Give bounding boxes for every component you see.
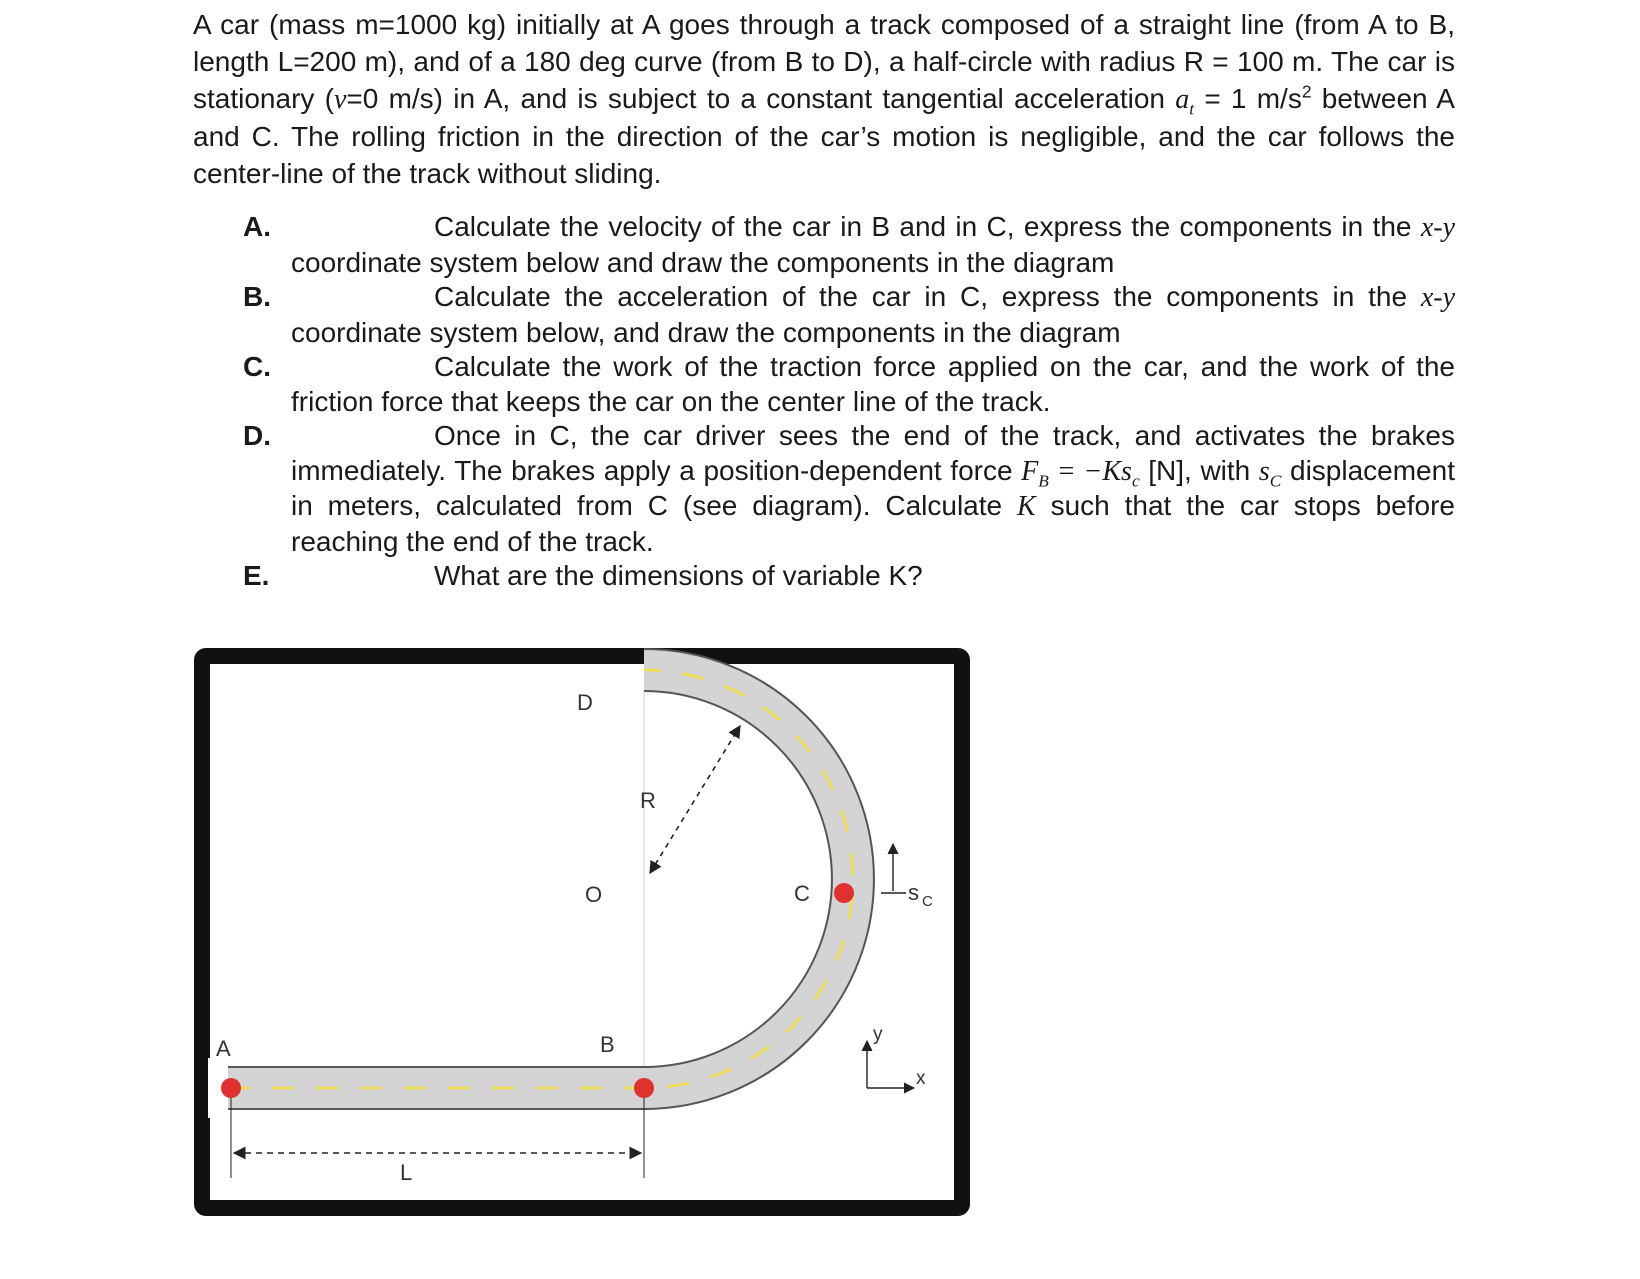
question-letter: E. [243, 560, 270, 591]
question-text: Calculate the work of the traction force applied on the car, and the work of the friction force that keeps the car on the center line of the track. [291, 351, 1455, 417]
acceleration-variable: a [1175, 84, 1190, 115]
question-d [193, 419, 1455, 559]
label-x: x [916, 1068, 926, 1089]
label-c: C [794, 881, 810, 906]
question-text: What are the dimensions of variable K? [434, 560, 923, 591]
intro-text-1: A car (mass m=1000 kg) initially at A goes through a track composed of a straight line (from A to B, length L=200 m), and of a 180 deg curve (from B to D), a half-circle with radius R = 100 m. The car is stationary ( [193, 9, 1455, 114]
intro-text-3: = 1 m/s [1194, 83, 1302, 114]
question-e [193, 559, 1455, 594]
label-d: D [577, 690, 593, 715]
question-text-end: coordinate system below, and draw the components in the diagram [291, 316, 1121, 348]
label-b: B [600, 1032, 615, 1057]
unit-exponent: 2 [1301, 81, 1312, 102]
acceleration-subscript: t [1189, 99, 1195, 119]
intro-text-2: =0 m/s) in A, and is subject to a constant tangential acceleration [346, 83, 1176, 114]
k-variable: K [1017, 491, 1036, 522]
question-letter: B. [243, 281, 271, 312]
question-a [193, 210, 1455, 280]
question-text: displacement in meters, calculated from C (see diagram). Calculate [291, 454, 1455, 521]
car-marker-b [634, 1078, 654, 1098]
intro-text-4: between A and C. The rolling friction in the direction of the car’s motion is negligible, and the car follows the center-line of the track without sliding. [193, 83, 1455, 189]
question-text: such that the car stops before reaching the end of the track. [291, 490, 1455, 557]
label-l: L [400, 1160, 413, 1185]
car-marker-c [834, 883, 854, 903]
label-s: s [908, 880, 919, 905]
question-b [193, 280, 1455, 350]
question-letter: C. [243, 351, 271, 382]
label-a: A [216, 1036, 231, 1061]
question-text: [N], with [1139, 454, 1259, 486]
label-s-sub: C [922, 893, 933, 910]
coord-variable: x-y [1420, 282, 1455, 313]
question-list [193, 210, 1455, 594]
question-text: Calculate the acceleration of the car in C, express the components in the [434, 281, 1421, 312]
label-y: y [873, 1024, 883, 1045]
question-letter: A. [243, 211, 271, 242]
velocity-variable: v [333, 84, 347, 115]
track-diagram [194, 648, 970, 1216]
question-text: Calculate the velocity of the car in B and in C, express the components in the [434, 211, 1421, 242]
label-r: R [640, 788, 656, 813]
coord-variable: x-y [1420, 212, 1455, 243]
problem-statement [193, 6, 1455, 192]
question-letter: D. [243, 420, 271, 451]
label-o: O [585, 882, 603, 907]
question-c [193, 350, 1455, 419]
force-formula: $F_B = -Ks_c$ [1021, 455, 1140, 491]
car-marker-a [221, 1078, 241, 1098]
question-text-end: coordinate system below and draw the components in the diagram [291, 246, 1115, 278]
question-text: Once in C, the car driver sees the end of the track, and activates the brakes immediately. The brakes apply a position-dependent force [291, 420, 1455, 486]
displacement-variable: $s_C$ [1258, 455, 1282, 491]
